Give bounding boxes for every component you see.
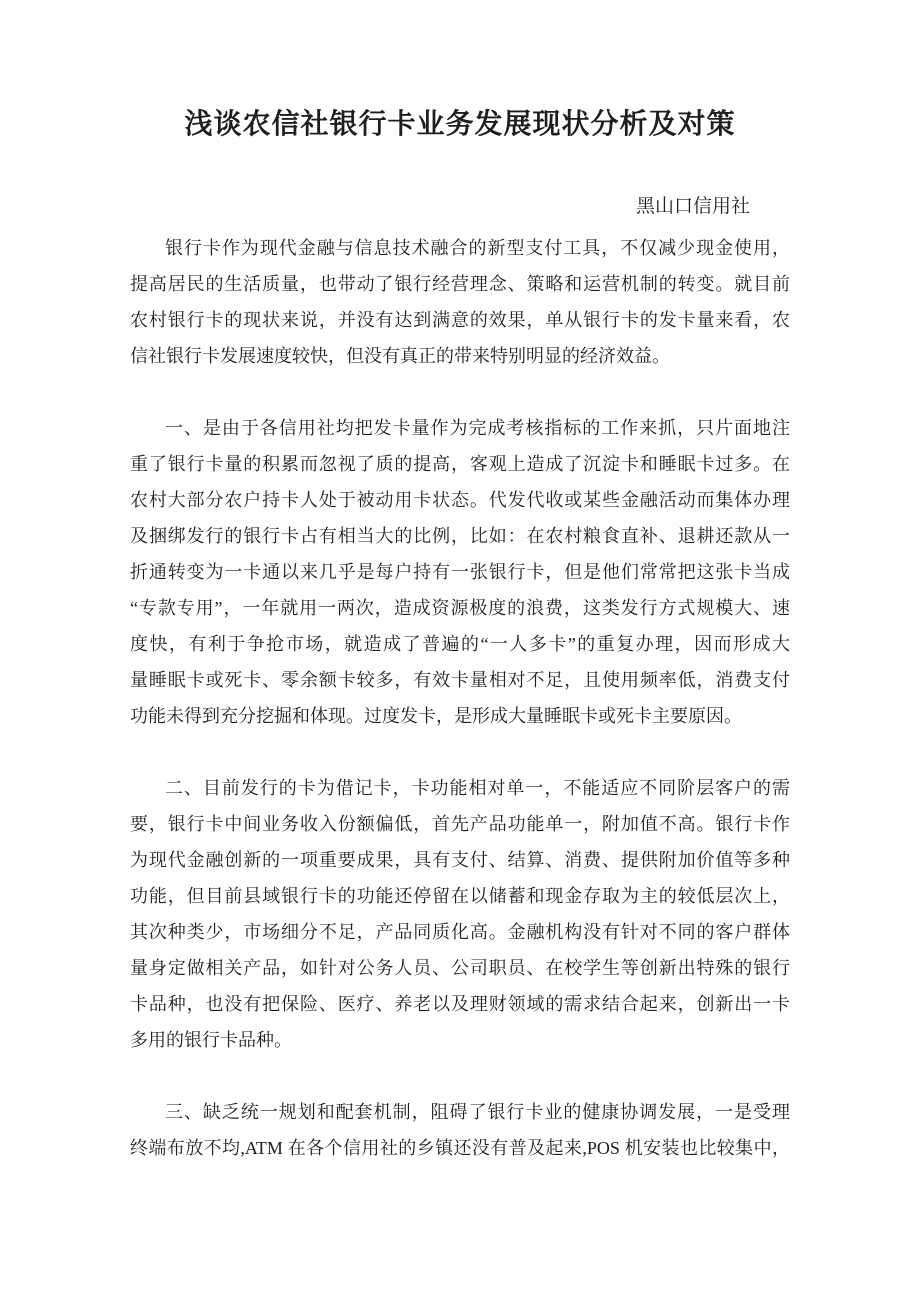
paragraph bbox=[130, 1094, 790, 1166]
paragraph-line: 信社银行卡发展速度较快，但没有真正的带来特别明显的经济效益。 bbox=[130, 346, 670, 366]
paragraph bbox=[130, 770, 790, 1058]
paragraph-line: 一、是由于各信用社均把发卡量作为完成考核指标的工作来抓，只片面地注 bbox=[165, 418, 790, 438]
paragraph-line: 度快，有利于争抢市场，就造成了普遍的“一人多卡”的重复办理，因而形成大 bbox=[130, 634, 790, 654]
paragraph-line: 农村银行卡的现状来说，并没有达到满意的效果，单从银行卡的发卡量来看，农 bbox=[130, 310, 790, 330]
paragraph bbox=[130, 230, 790, 374]
paragraph-line: 银行卡作为现代金融与信息技术融合的新型支付工具，不仅减少现金使用， bbox=[165, 238, 790, 258]
paragraph-line: 为现代金融创新的一项重要成果，具有支付、结算、消费、提供附加价值等多种 bbox=[130, 850, 790, 870]
paragraph-line: 提高居民的生活质量，也带动了银行经营理念、策略和运营机制的转变。就目前 bbox=[130, 274, 790, 294]
paragraph-line: 量身定做相关产品，如针对公务人员、公司职员、在校学生等创新出特殊的银行 bbox=[130, 958, 790, 978]
document-title: 浅谈农信社银行卡业务发展现状分析及对策 bbox=[184, 109, 736, 140]
paragraph-line: 功能未得到充分挖掘和体现。过度发卡，是形成大量睡眠卡或死卡主要原因。 bbox=[130, 706, 742, 726]
paragraph-line: “专款专用”，一年就用一两次，造成资源极度的浪费，这类发行方式规模大、速 bbox=[130, 598, 790, 618]
document-body bbox=[130, 230, 790, 1166]
paragraph-line: 及捆绑发行的银行卡占有相当大的比例，比如：在农村粮食直补、退耕还款从一 bbox=[130, 526, 790, 546]
paragraph-line: 折通转变为一卡通以来几乎是每户持有一张银行卡，但是他们常常把这张卡当成 bbox=[130, 562, 790, 582]
byline: 黑山口信用社 bbox=[635, 196, 750, 217]
paragraph-line: 要，银行卡中间业务收入份额偏低，首先产品功能单一，附加值不高。银行卡作 bbox=[130, 814, 790, 834]
paragraph-line: 多用的银行卡品种。 bbox=[130, 1030, 292, 1050]
paragraph-line: 二、目前发行的卡为借记卡，卡功能相对单一，不能适应不同阶层客户的需 bbox=[165, 778, 790, 798]
paragraph-line: 终端布放不均,ATM 在各个信用社的乡镇还没有普及起来,POS 机安装也比较集中， bbox=[130, 1138, 790, 1158]
paragraph-line: 卡品种，也没有把保险、医疗、养老以及理财领域的需求结合起来，创新出一卡 bbox=[130, 994, 790, 1014]
paragraph-line: 其次种类少，市场细分不足，产品同质化高。金融机构没有针对不同的客户群体 bbox=[130, 922, 790, 942]
paragraph-line: 农村大部分农户持卡人处于被动用卡状态。代发代收或某些金融活动而集体办理 bbox=[130, 490, 790, 510]
paragraph-line: 三、缺乏统一规划和配套机制，阻碍了银行卡业的健康协调发展，一是受理 bbox=[165, 1102, 790, 1122]
paragraph bbox=[130, 410, 790, 734]
paragraph-line: 功能，但目前县域银行卡的功能还停留在以储蓄和现金存取为主的较低层次上， bbox=[130, 886, 790, 906]
paragraph-line: 量睡眠卡或死卡、零余额卡较多，有效卡量相对不足，且使用频率低，消费支付 bbox=[130, 670, 790, 690]
paragraph-line: 重了银行卡量的积累而忽视了质的提高，客观上造成了沉淀卡和睡眠卡过多。在 bbox=[130, 454, 790, 474]
